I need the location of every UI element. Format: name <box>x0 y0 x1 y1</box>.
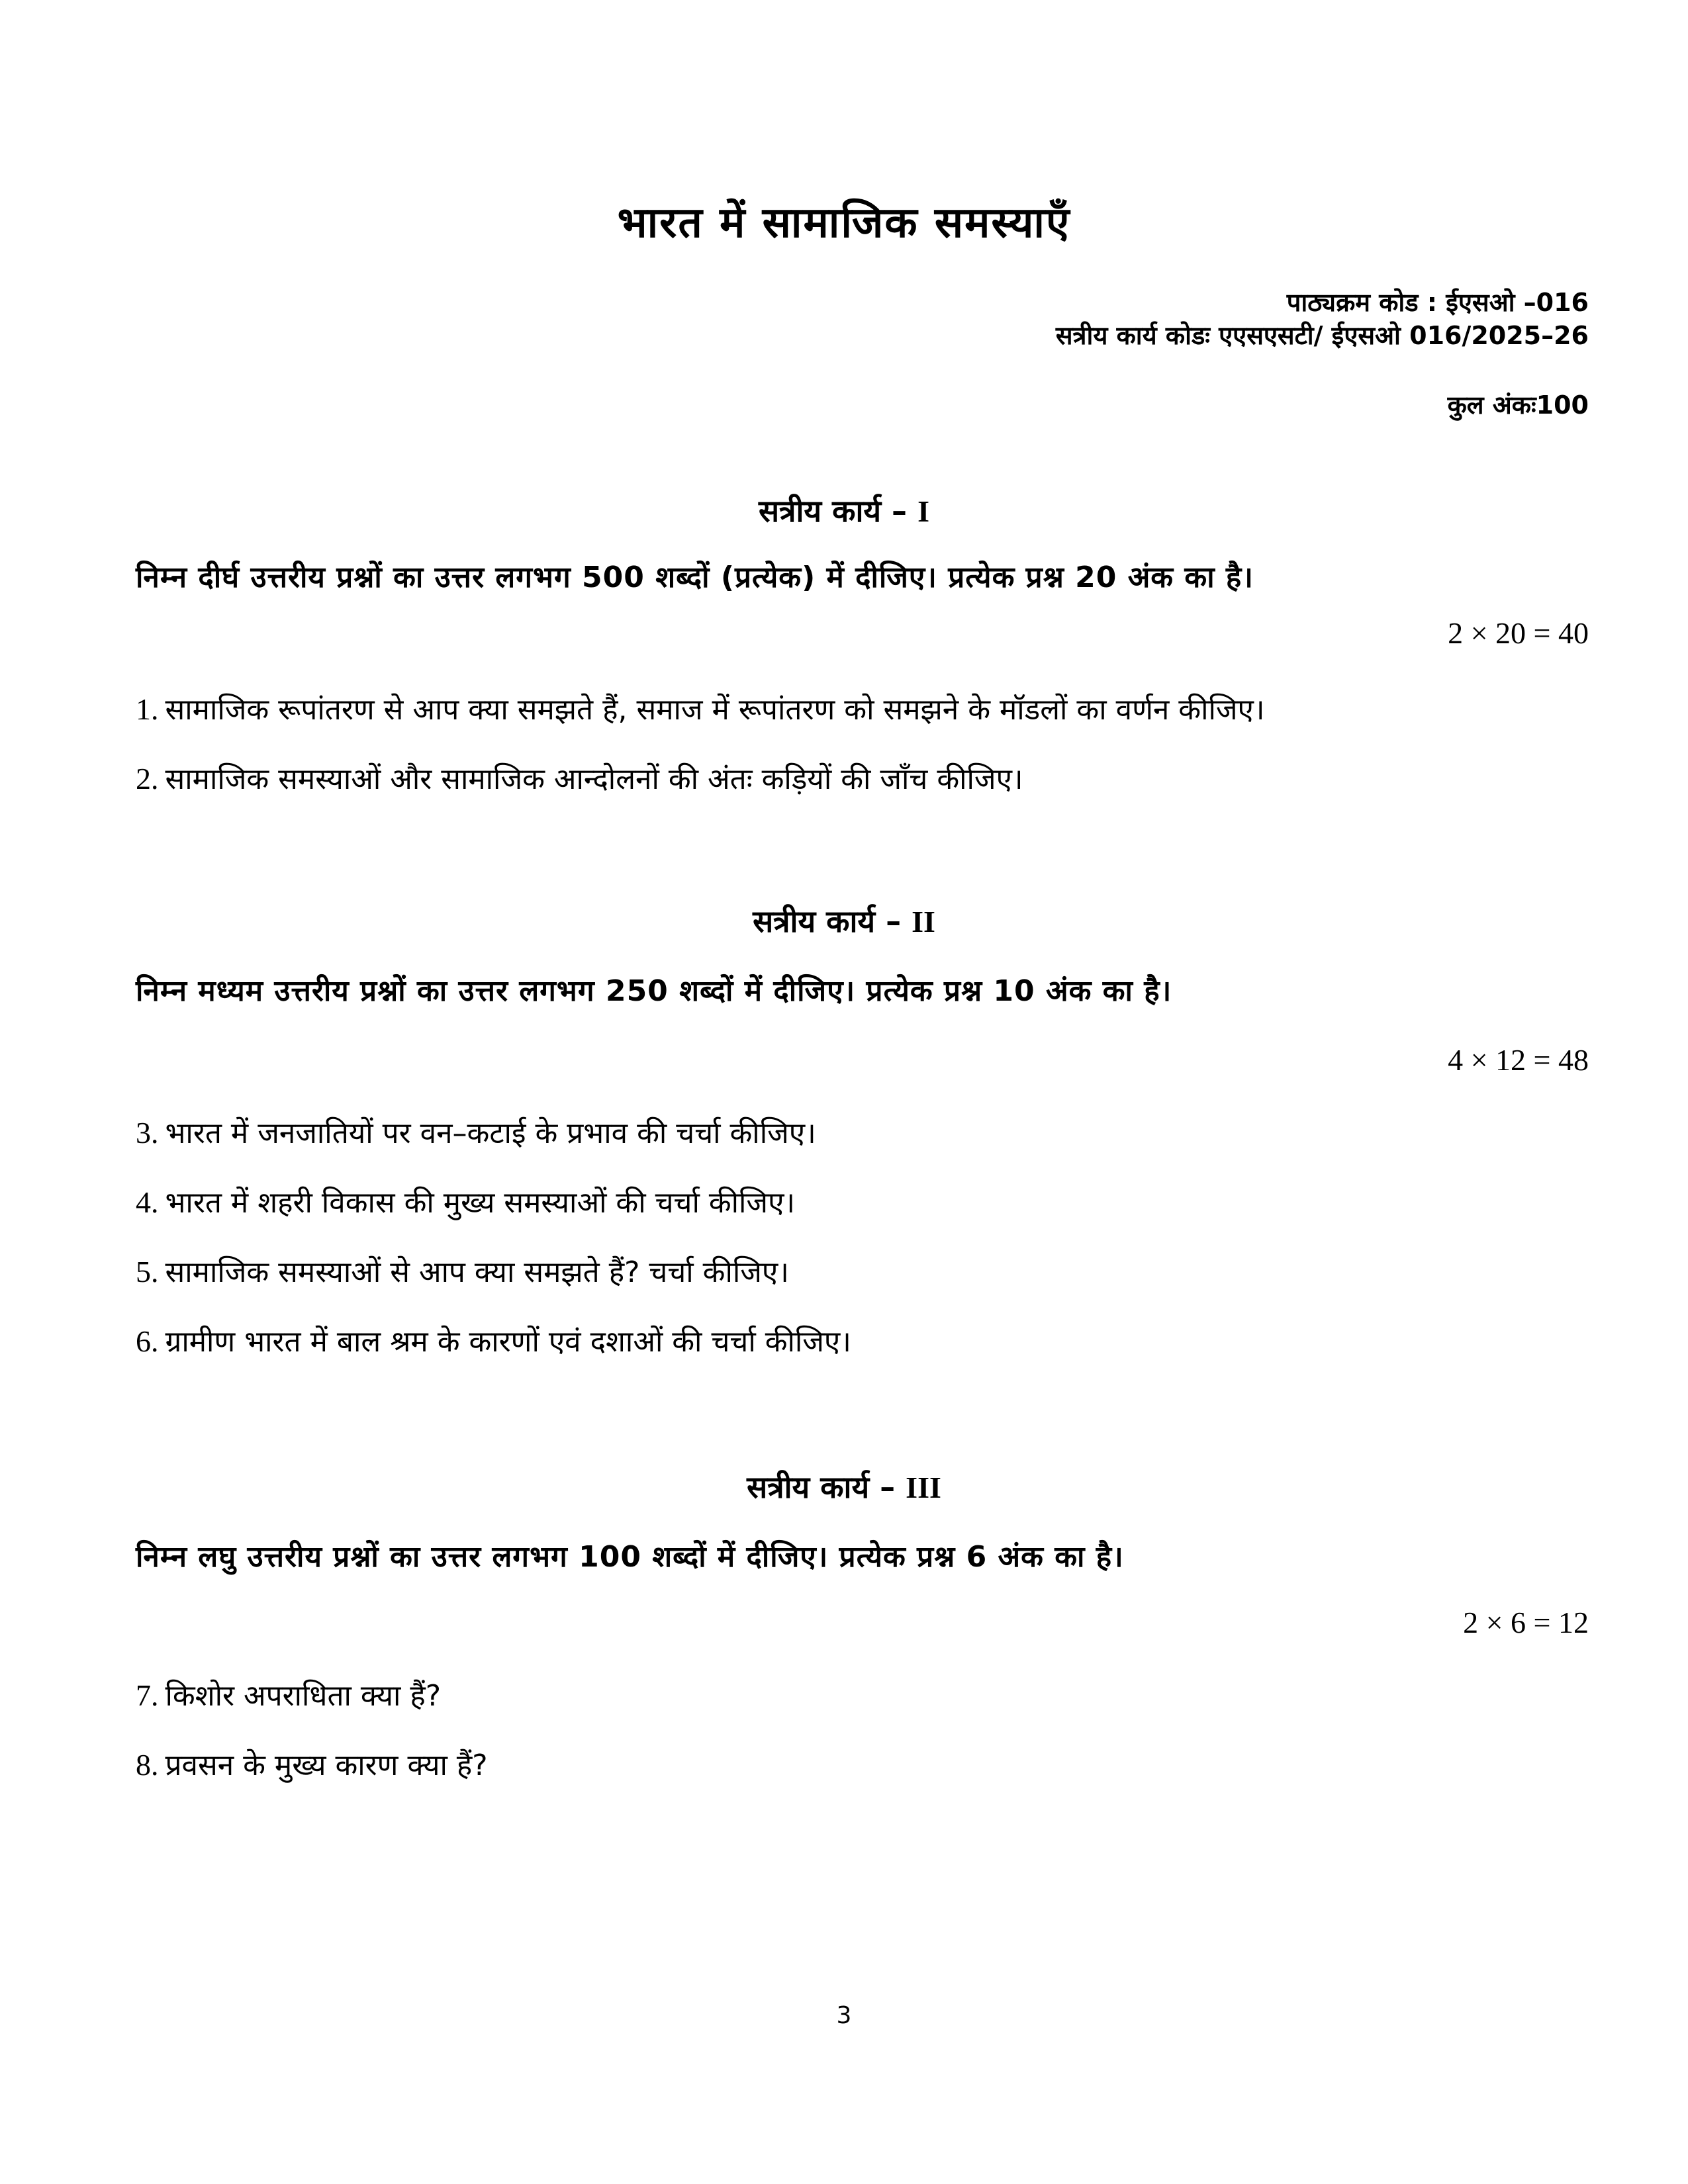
question-3 <box>136 1112 816 1152</box>
section-heading-label: सत्रीय कार्य – <box>753 903 902 939</box>
question-number: 1. <box>136 692 159 726</box>
section-heading-roman: I <box>917 494 929 528</box>
section-heading-2 <box>0 900 1688 941</box>
question-text: सामाजिक समस्याओं से आप क्या समझते हैं? चर्चा कीजिए। <box>165 1255 789 1289</box>
question-6 <box>136 1320 851 1360</box>
section-heading-3 <box>0 1466 1688 1507</box>
section-heading-label: सत्रीय कार्य – <box>759 493 908 529</box>
section-instruction-2: निम्न मध्यम उत्तरीय प्रश्नों का उत्तर लगभग 250 शब्दों में दीजिए। प्रत्येक प्रश्न 10 अंक का है। <box>136 974 1172 1008</box>
question-text: सामाजिक समस्याओं और सामाजिक आन्दोलनों की अंतः कड़ियों की जाँच कीजिए। <box>165 762 1023 796</box>
question-number: 4. <box>136 1185 159 1219</box>
question-text: ग्रामीण भारत में बाल श्रम के कारणों एवं दशाओं की चर्चा कीजिए। <box>165 1325 851 1359</box>
page-title: भारत में सामाजिक समस्याएँ <box>617 199 1071 248</box>
question-text: प्रवसन के मुख्य कारण क्या हैं? <box>165 1749 488 1782</box>
question-number: 5. <box>136 1255 159 1289</box>
question-text: भारत में जनजातियों पर वन–कटाई के प्रभाव की चर्चा कीजिए। <box>165 1116 816 1150</box>
section-heading-roman: II <box>912 905 935 938</box>
question-7 <box>136 1674 441 1714</box>
section-heading-roman: III <box>906 1471 941 1504</box>
page-number: 3 <box>836 2002 852 2029</box>
course-code: पाठ्यक्रम कोड : ईएसओ –016 <box>1286 288 1589 317</box>
section-marks-3: 2 × 6 = 12 <box>1463 1606 1589 1639</box>
section-instruction-3: निम्न लघु उत्तरीय प्रश्नों का उत्तर लगभग 100 शब्दों में दीजिए। प्रत्येक प्रश्न 6 अंक का है। <box>136 1540 1124 1574</box>
section-heading-1 <box>0 490 1688 531</box>
question-number: 7. <box>136 1678 159 1712</box>
question-text: किशोर अपराधिता क्या हैं? <box>165 1679 442 1713</box>
question-5 <box>136 1251 789 1291</box>
question-2 <box>136 758 1023 797</box>
total-marks: कुल अंकः100 <box>1447 390 1589 420</box>
question-number: 8. <box>136 1748 159 1782</box>
section-marks-2: 4 × 12 = 48 <box>1448 1043 1589 1077</box>
question-1 <box>136 688 1265 728</box>
question-text: भारत में शहरी विकास की मुख्य समस्याओं की चर्चा कीजिए। <box>165 1186 796 1220</box>
question-number: 3. <box>136 1116 159 1150</box>
question-number: 6. <box>136 1324 159 1358</box>
question-4 <box>136 1181 795 1221</box>
section-marks-1: 2 × 20 = 40 <box>1448 616 1589 650</box>
question-8 <box>136 1744 488 1784</box>
question-number: 2. <box>136 762 159 796</box>
question-text: सामाजिक रूपांतरण से आप क्या समझते हैं, समाज में रूपांतरण को समझने के मॉडलों का वर्णन कीजिए। <box>165 693 1265 727</box>
section-heading-label: सत्रीय कार्य – <box>747 1469 896 1505</box>
assignment-code: सत्रीय कार्य कोडः एएसएसटी/ ईएसओ 016/2025–26 <box>1055 321 1589 350</box>
section-instruction-1: निम्न दीर्घ उत्तरीय प्रश्नों का उत्तर लगभग 500 शब्दों (प्रत्येक) में दीजिए। प्रत्येक प्रश्न 20 अंक का है। <box>136 561 1254 594</box>
